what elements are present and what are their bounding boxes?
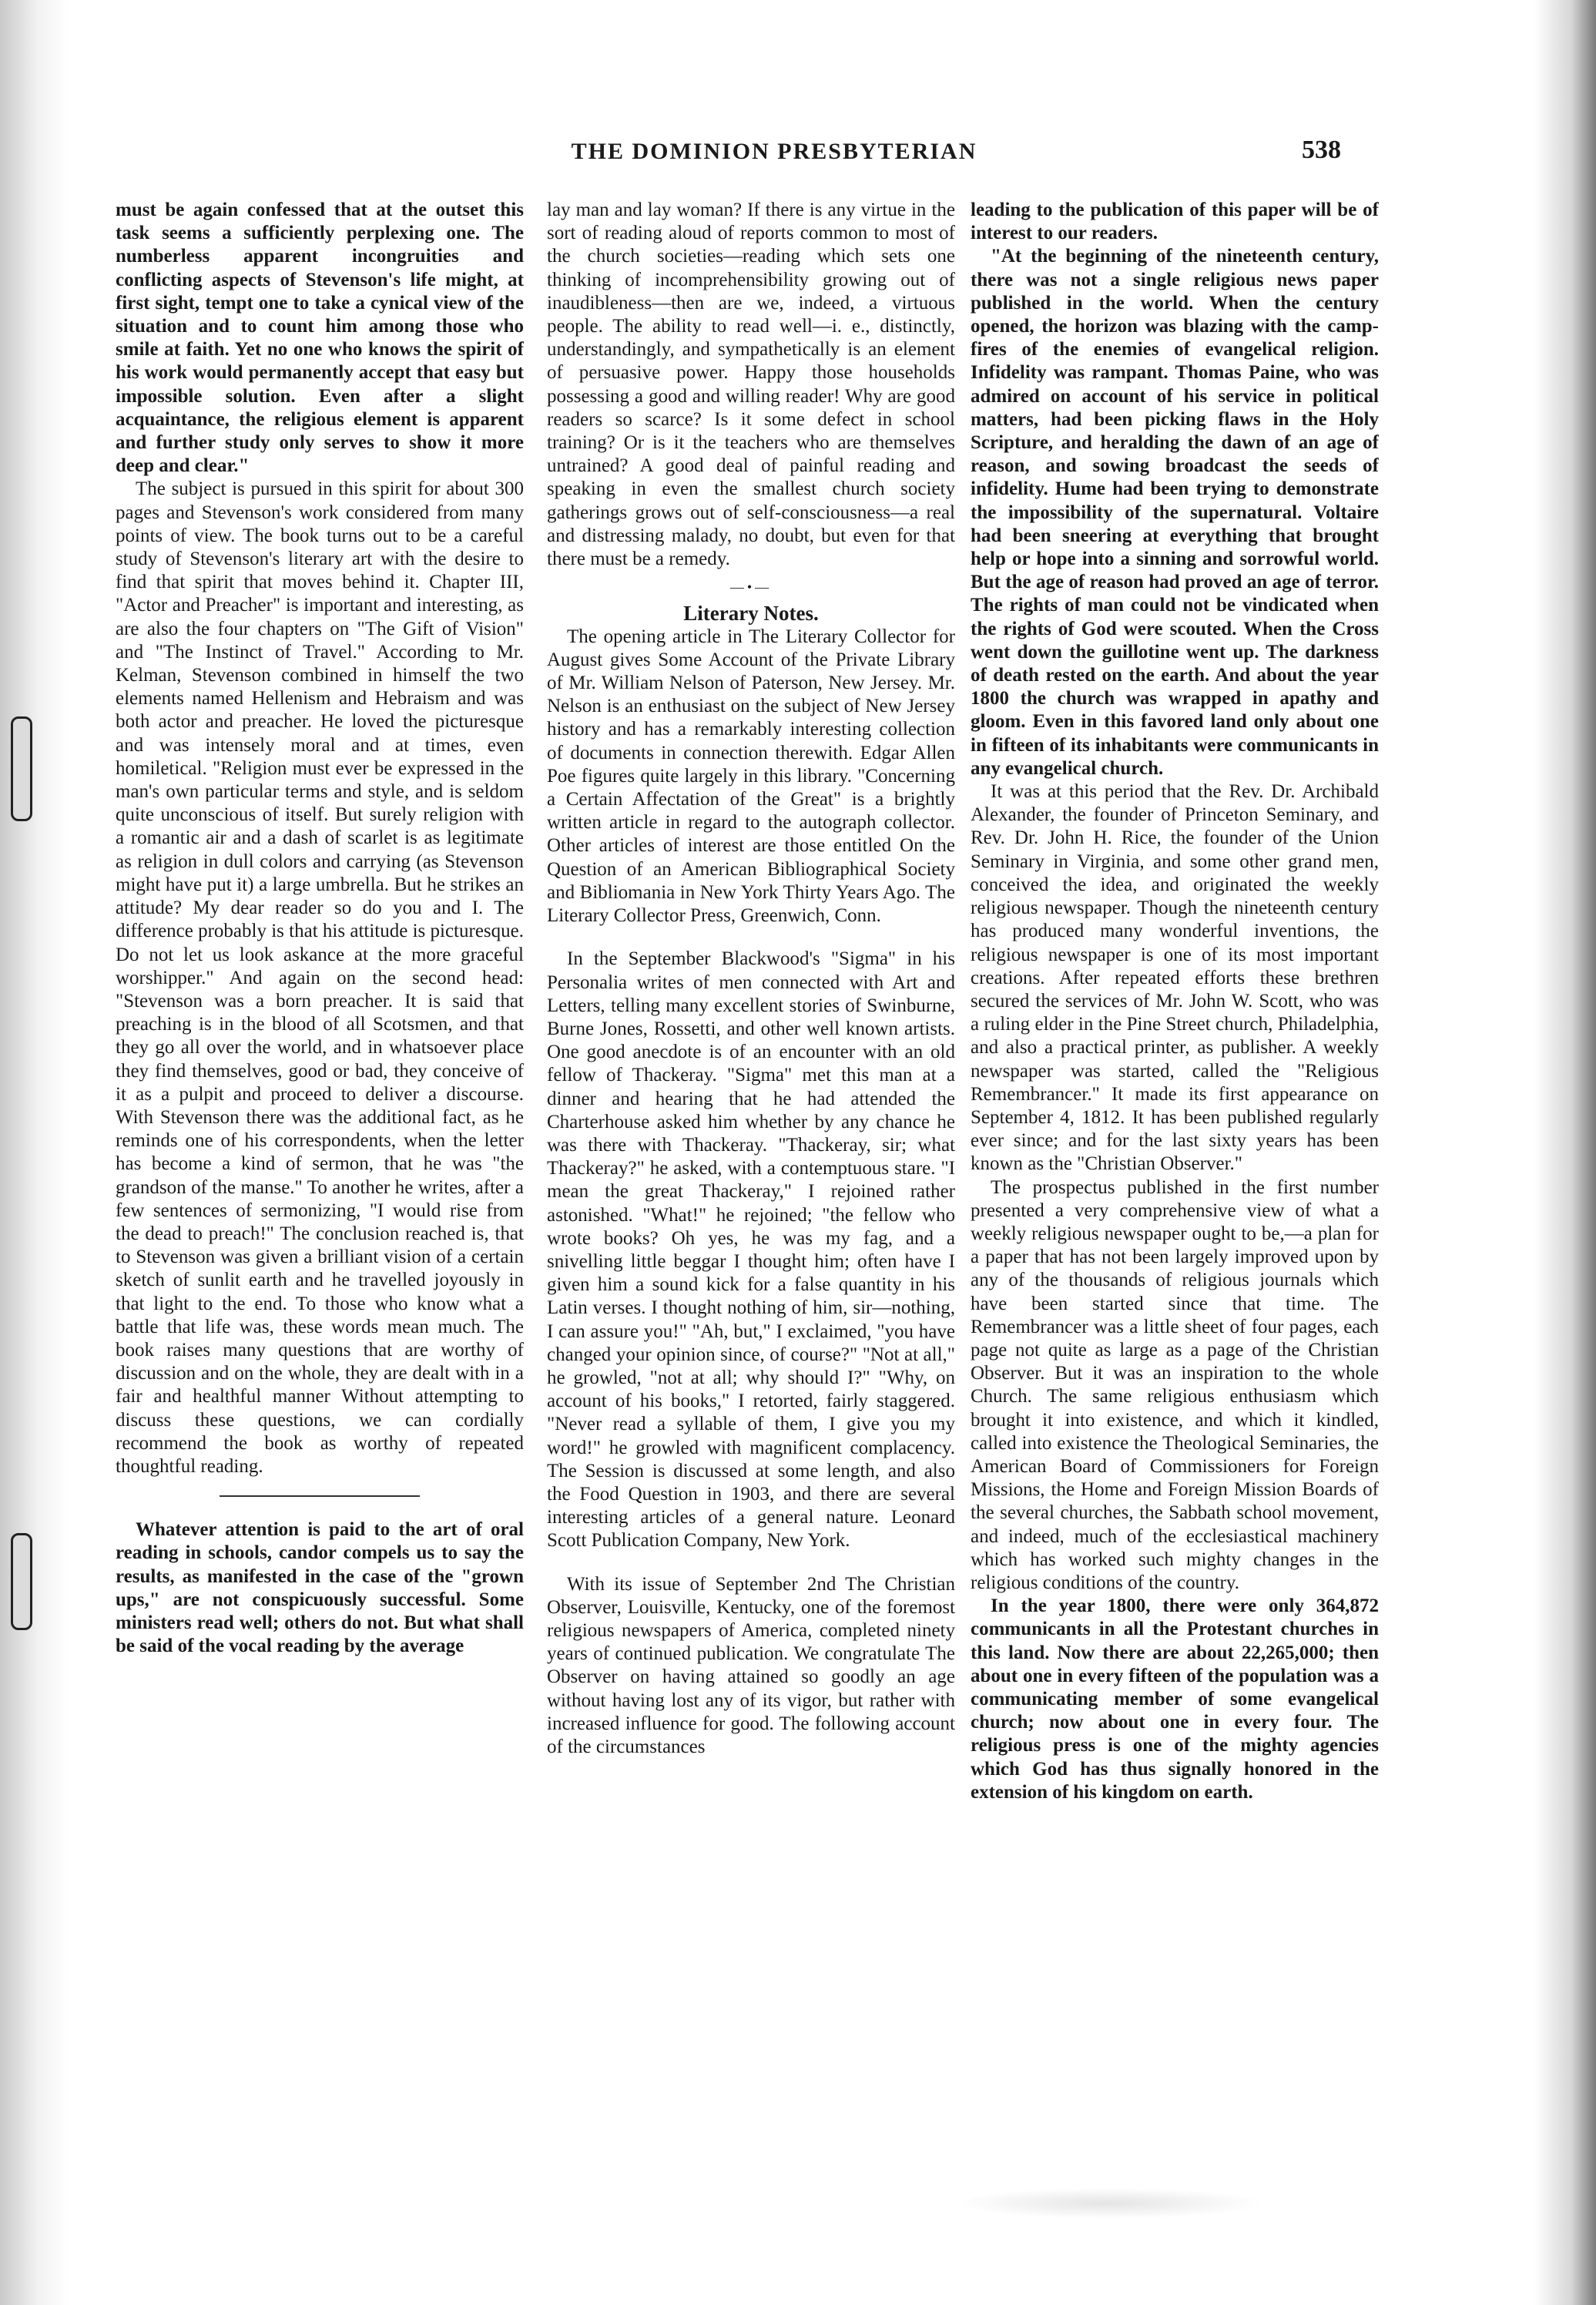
paragraph-gap <box>547 1553 955 1573</box>
section-heading: Literary Notes. <box>683 602 819 626</box>
ornament-divider: —•— <box>729 579 773 596</box>
publication-title: THE DOMINION PRESBYTERIAN <box>571 139 977 164</box>
article-paragraph: In the year 1800, there were only 364,872 communicants in all the Protestant churches in this land. Now there are about 22,265,000; then about one in every fifteen of the population was a communicating member of some evangelical church; now about one in every four. The religious press is one of the mighty agencies which God has thus signally honored in the extension of his kingdom on earth. <box>971 1595 1379 1803</box>
article-paragraph: The prospectus published in the first number presented a very comprehensive view of what a weekly religious newspaper ought to be,—a plan for a paper that has not been largely improved upon by any of the thousands of religious journals which have been started since that time. The Remembrancer was a little sheet of four pages, each page not quite as large as a page of the Christian Observer. But it was an inspiration to the whole Church. The same religious enthusiasm which brought it into existence, and which it kindled, called into existence the Theological Seminaries, the American Board of Commissioners for Foreign Missions, the Home and Foreign Mission Boards of the several churches, the Sabbath school movement, and indeed, much of the ecclesiastical machinery which has worked such mighty changes in the religious conditions of the country. <box>971 1176 1379 1593</box>
article-paragraph: The subject is pursued in this spirit for about 300 pages and Stevenson's work considered from many points of view. The book turns out to be a careful study of Stevenson's literary art with the desire to find that spirit that moves behind it. Chapter III, "Actor and Preacher" is important and interesting, as are also the four chapters on "The Gift of Vision" and "The Instinct of Travel." According to Mr. Kelman, Stevenson combined in himself the two elements named Hellenism and Hebraism and was both actor and preacher. He loved the picturesque and was intensely moral and at times, even homiletical. "Religion must ever be expressed in the man's own particular terms and style, and is seldom quite unconscious of itself. But surely religion with a romantic air and a dash of scarlet is as legitimate as religion in dull colors and carrying (as Stevenson might have put it) a large umbrella. But he strikes an attitude? My dear reader so do you and I. The difference probably is that his attitude is picturesque. Do not let us look askance at the more graceful worshipper." And again on the second head: "Stevenson was a born preacher. It is said that preaching is in the blood of all Scotsmen, and that they go all over the world, and in whatsoever place they find themselves, good or bad, they conceive of it as a pulpit and proceed to deliver a discourse. With Stevenson there was the additional fact, as he reminds one of his correspondents, when the letter has become a kind of sermon, that he was "the grandson of the manse." To another he writes, after a few sentences of sermonizing, "I would rise from the dead to preach!" The conclusion reached is, that to Stevenson was given a brilliant vision of a certain sketch of sunlit earth and he travelled joyously in that light to the end. To those who know what a battle that life was, these words mean much. The book raises many questions that are worthy of discussion and on the whole, they are dealt with in a fair and healthful manner Without attempting to discuss these questions, we can cordially recommend the book as worthy of repeated thoughtful reading. <box>116 478 524 1477</box>
article-paragraph: "At the beginning of the nineteenth century, there was not a single religious news paper published in the world. When the century opened, the horizon was blazing with the camp-fires of the enemies of evangelical religion. Infidelity was rampant. Thomas Paine, who was admired on account of his service in political matters, had been picking flaws in the Holy Scripture, and heralding the dawn of an age of reason, and sowing broadcast the seeds of infidelity. Hume had been trying to demonstrate the impossibility of the supernatural. Voltaire had been sneering at everything that brought help or hope into a sinning and sorrowful world. But the age of reason had proved an age of terror. The rights of man could not be vindicated when the rights of God were scouted. When the Cross went down the guillotine went up. The darkness of death rested on the earth. And about the year 1800 the church was wrapped in apathy and gloom. Even in this favored land only about one in fifteen of its inhabitants were communicants in any evangelical church. <box>971 246 1379 779</box>
column-right <box>971 199 1379 2233</box>
article-paragraph: The opening article in The Literary Collector for August gives Some Account of the Private Library of Mr. William Nelson of Paterson, New Jersey. Mr. Nelson is an enthusiast on the subject of New Jersey history and has a remarkably interesting collection of documents in connection therewith. Edgar Allen Poe figures quite largely in this library. "Concerning a Certain Affectation of the Great" is a brightly written article in regard to the autograph collector. Other articles of interest are those entitled On the Question of an American Bibliographical Society and Bibliomania in New York Thirty Years Ago. The Literary Collector Press, Greenwich, Conn. <box>547 626 955 927</box>
article-paragraph: Whatever attention is paid to the art of oral reading in schools, candor compels us to say the results, as manifested in the case of the "grown ups," are not conspicuously successful. Some ministers read well; others do not. But what shall be said of the vocal reading by the average <box>116 1519 524 1657</box>
paragraph-gap <box>547 928 955 948</box>
article-paragraph: It was at this period that the Rev. Dr. Archibald Alexander, the founder of Princeton Seminary, and Rev. Dr. John H. Rice, the founder of the Union Seminary in Virginia, and some other grand men, conceived the idea, and originated the weekly religious newspaper. Though the nineteenth century has produced many wonderful inventions, the religious newspaper is one of its most important creations. After repeated efforts these brethren secured the services of Mr. John W. Scott, who was a ruling elder in the Pine Street church, Philadelphia, and also a practical printer, as publisher. A weekly newspaper was started, called the "Religious Remembrancer." It made its first appearance on September 4, 1812. It has been published regularly ever since; and for the last sixty years has been known as the "Christian Observer." <box>971 781 1379 1175</box>
article-paragraph: With its issue of September 2nd The Christian Observer, Louisville, Kentucky, one of the foremost religious newspapers of America, completed ninety years of continued publication. We congratulate The Observer on having attained so goodly an age without having lost any of its vigor, but rather with increased influence for good. The following account of the circumstances <box>547 1573 955 1757</box>
binding-clip-top <box>11 716 32 821</box>
column-left <box>116 199 524 2233</box>
page-left-shadow <box>0 0 69 2305</box>
article-paragraph: lay man and lay woman? If there is any virtue in the sort of reading aloud of reports common to most of the church societies—reading which sets one thinking of incomprehensibility growing out of inaudibleness—then are we, indeed, a virtuous people. The ability to read well—i. e., distinctly, understandingly, and sympathetically is an element of persuasive power. Happy those households possessing a good and willing reader! Why are good readers so scarce? Is it some defect in school training? Or is it the teachers who are themselves untrained? A good deal of painful reading and speaking in even the smallest church society gatherings grows out of self-consciousness—a real and distressing malady, no doubt, but even for that there must be a remedy. <box>547 200 955 570</box>
article-paragraph: must be again confessed that at the outset this task seems a sufficiently perplexing one. The numberless apparent incongruities and conflicting aspects of Stevenson's life might, at first sight, tempt one to take a cynical view of the situation and to count him among those who smile at faith. Yet no one who knows the spirit of his work would permanently accept that easy but impossible solution. Even after a slight acquaintance, the religious element is apparent and further study only serves to show it more deep and clear." <box>116 200 524 477</box>
article-paragraph: In the September Blackwood's "Sigma" in his Personalia writes of men connected with Art and Letters, telling many excellent stories of Swinburne, Burne Jones, Rossetti, and other well known artists. One good anecdote is of an encounter with an old fellow of Thackeray. "Sigma" met this man at a dinner and hearing that he had attended the Charterhouse asked him whether by any chance he was there with Thackeray. "Thackeray, sir; what Thackeray?" he asked, with a contemptuous stare. "I mean the great Thackeray," I rejoined rather astonished. "What!" he rejoined; "the fellow who wrote books? Oh yes, he was my fag, and a snivelling little beggar I thought him; often have I given him a sound kick for a false quantity in his Latin verses. I thought nothing of him, sir—nothing, I can assure you!" "Ah, but," I exclaimed, "you have changed your opinion since, of course?" "Not at all," he growled, "not at all; why should I?" "Why, on account of his books," I retorted, fairly staggered. "Never read a syllable of them, I give you my word!" he growled with magnificent complacency. The Session is discussed at some length, and also the Food Question in 1903, and there are several interesting articles of a general nature. Leonard Scott Publication Company, New York. <box>547 948 955 1552</box>
binding-clip-bottom <box>11 1533 32 1630</box>
column-middle <box>547 199 955 2233</box>
page-right-shadow <box>1534 0 1596 2305</box>
article-paragraph: leading to the publication of this paper will be of interest to our readers. <box>971 200 1379 244</box>
running-head <box>116 136 1410 185</box>
section-divider <box>220 1495 420 1497</box>
page-number: 538 <box>1302 136 1341 164</box>
newspaper-page <box>116 136 1410 2250</box>
